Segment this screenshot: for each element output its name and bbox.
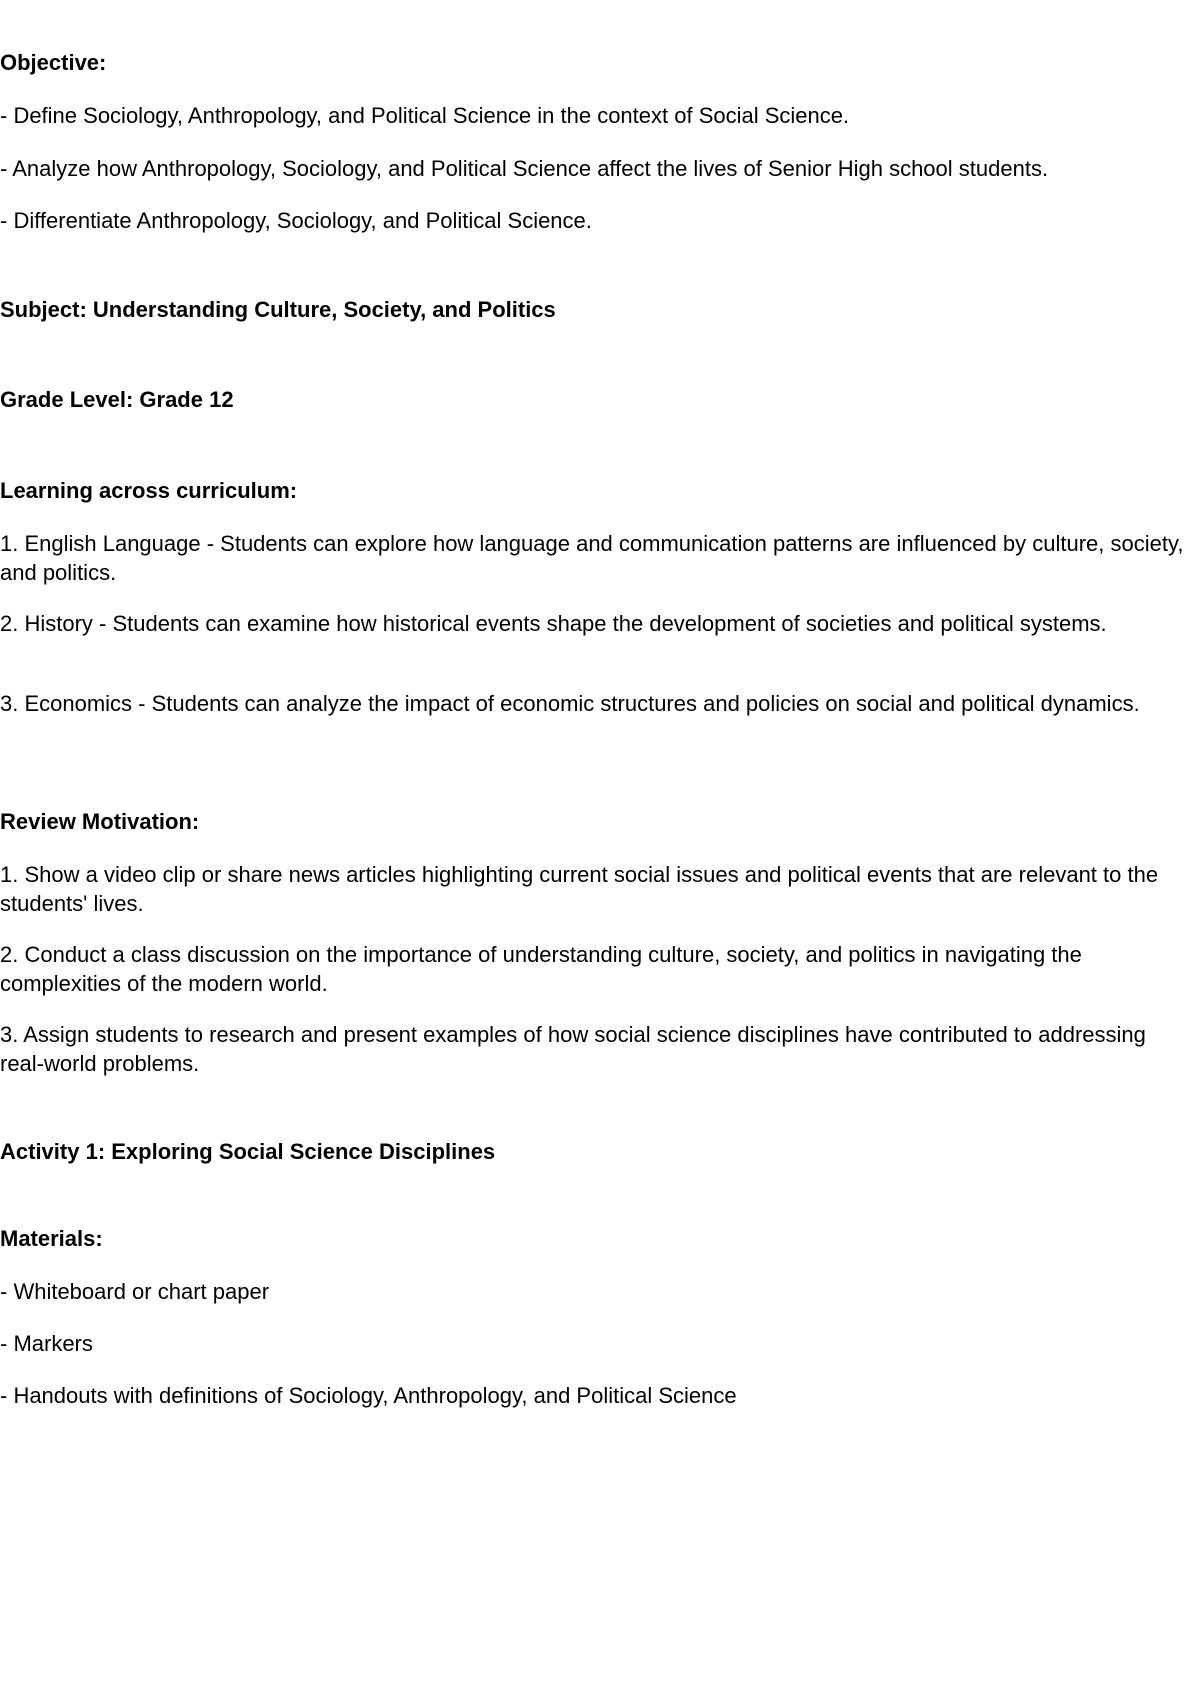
grade-level-heading: Grade Level: Grade 12 xyxy=(0,387,234,412)
materials-item-handouts: - Handouts with definitions of Sociology, Anthropology, and Political Science xyxy=(0,1383,737,1408)
objective-item-1: - Define Sociology, Anthropology, and Political Science in the context of Social Science. xyxy=(0,103,850,128)
motivation-item-2: 2. Conduct a class discussion on the importance of understanding culture, society, and politics in navigating the complexities of the modern world. xyxy=(0,942,1082,996)
motivation-item-1: 1. Show a video clip or share news articles highlighting current social issues and political events that are relevant to the students' lives. xyxy=(0,862,1159,916)
objective-heading: Objective: xyxy=(0,50,107,75)
curriculum-item-english: 1. English Language - Students can explore how language and communication patterns are influenced by culture, society, and politics. xyxy=(0,531,1184,585)
activity-1-heading: Activity 1: Exploring Social Science Disciplines xyxy=(0,1139,496,1164)
motivation-item-3: 3. Assign students to research and present examples of how social science disciplines have contributed to addressing real-world problems. xyxy=(0,1022,1146,1076)
review-motivation-heading: Review Motivation: xyxy=(0,809,200,834)
materials-heading: Materials: xyxy=(0,1226,103,1251)
subject-heading: Subject: Understanding Culture, Society, and Politics xyxy=(0,297,556,322)
objective-item-2: - Analyze how Anthropology, Sociology, and Political Science affect the lives of Senior High school students. xyxy=(0,156,1049,181)
curriculum-item-economics: 3. Economics - Students can analyze the impact of economic structures and policies on social and political dynamics. xyxy=(0,691,1140,716)
objective-item-3: - Differentiate Anthropology, Sociology, and Political Science. xyxy=(0,208,592,233)
materials-item-whiteboard: - Whiteboard or chart paper xyxy=(0,1279,270,1304)
learning-across-curriculum-heading: Learning across curriculum: xyxy=(0,478,298,503)
materials-item-markers: - Markers xyxy=(0,1331,93,1356)
curriculum-item-history: 2. History - Students can examine how historical events shape the development of societies and political systems. xyxy=(0,611,1107,636)
